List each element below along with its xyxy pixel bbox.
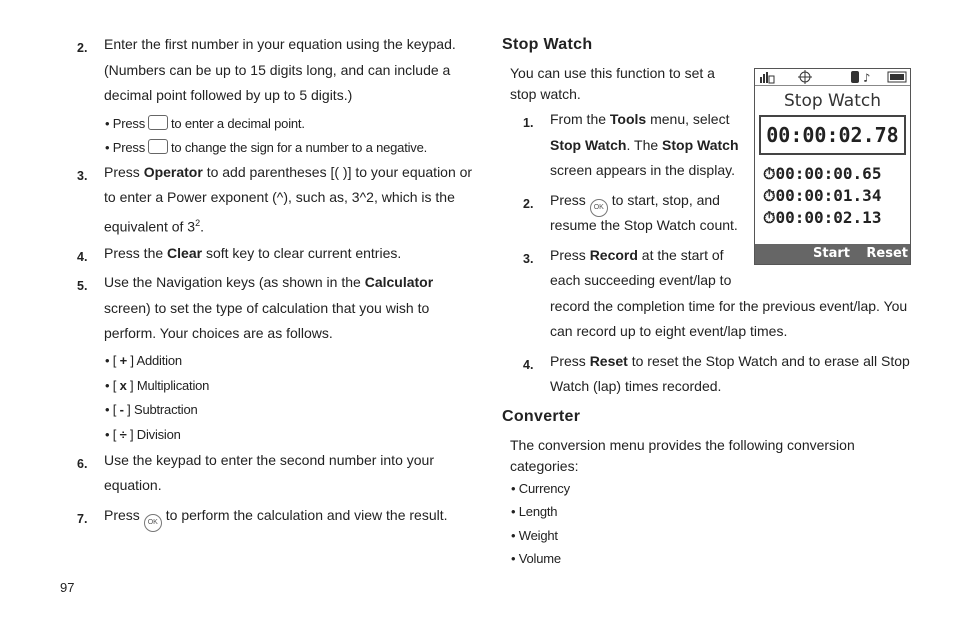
status-icons: [755, 69, 910, 85]
star-key-icon: [148, 115, 168, 130]
step-text: record the completion time for the previous event/lap. You: [550, 298, 908, 314]
step-text: to enter a Power exponent (^), such as, 3^2, which is the: [104, 189, 455, 205]
step-text: Press OK to start, stop, and: [550, 188, 720, 217]
step-text: can record up to eight event/lap times.: [550, 323, 788, 339]
stopwatch-icon: ⏱: [763, 164, 776, 183]
step-number: 7.: [77, 512, 88, 526]
softkey-reset[interactable]: Reset: [866, 246, 908, 261]
op-multiplication: • [ x ] Multiplication: [105, 378, 210, 393]
step-number: 4.: [77, 250, 88, 264]
step-text: decimal point followed by up to 5 digits.): [104, 87, 353, 103]
step-number: 2.: [77, 41, 88, 55]
intro-text: stop watch.: [510, 86, 581, 102]
converter-category: • Currency: [511, 481, 570, 496]
step-text: equivalent of $3^2$.: [104, 218, 204, 235]
bluetooth-icon: [851, 71, 859, 83]
ok-key-icon: OK: [590, 199, 608, 217]
battery-icon: [888, 72, 906, 82]
intro-text: The conversion menu provides the following conversion: [510, 437, 855, 453]
step-text: Press OK to perform the calculation and view the result.: [104, 503, 448, 532]
intro-text: categories:: [510, 458, 579, 474]
op-subtraction: • [ - ] Subtraction: [105, 402, 198, 417]
op-addition: • [ + ] Addition: [105, 353, 182, 368]
pound-key-icon: [148, 139, 168, 154]
step-number: 4.: [523, 358, 534, 372]
step-text: Use the keypad to enter the second number into your: [104, 452, 434, 468]
stop-watch-heading: Stop Watch: [502, 36, 593, 53]
step-text: screen appears in the display.: [550, 162, 735, 178]
step-text: each succeeding event/lap to: [550, 272, 732, 288]
svg-text:♪: ♪: [863, 71, 871, 85]
softkey-bar: [755, 244, 910, 264]
step-text: Press Reset to reset the Stop Watch and to erase all Stop: [550, 353, 910, 369]
step-text: Press Operator to add parentheses [( )] to your equation or: [104, 164, 473, 180]
step-number: 5.: [77, 279, 88, 293]
status-bar: [755, 69, 910, 86]
step-number: 3.: [523, 252, 534, 266]
signal-icon: [760, 72, 774, 83]
step-number: 2.: [523, 197, 534, 211]
converter-heading: Converter: [502, 408, 581, 425]
step-text: Press the Clear soft key to clear current entries.: [104, 245, 402, 261]
lap-time: ⏱00:00:00.65: [763, 164, 882, 183]
intro-text: You can use this function to set a: [510, 65, 715, 81]
page-number: 97: [60, 580, 75, 595]
step-number: 3.: [77, 169, 88, 183]
step-number: 6.: [77, 457, 88, 471]
bullet-sign: • Press to change the sign for a number to a negative.: [105, 140, 428, 155]
converter-category: • Volume: [511, 551, 561, 566]
lap-time: ⏱00:00:01.34: [763, 186, 882, 205]
main-timer: 00:00:02.78: [759, 115, 906, 155]
step-text: (Numbers can be up to 15 digits long, and can include a: [104, 62, 451, 78]
stop-watch-screenshot: [754, 68, 911, 265]
lap-time: ⏱00:00:02.13: [763, 208, 882, 227]
step-text: Press Record at the start of: [550, 247, 724, 263]
ok-key-icon: OK: [144, 514, 162, 532]
bullet-decimal: • Press to enter a decimal point.: [105, 116, 305, 131]
step-text: Stop Watch. The Stop Watch: [550, 137, 739, 153]
step-text: Use the Navigation keys (as shown in the Calculator: [104, 274, 434, 290]
op-division: • [ ÷ ] Division: [105, 427, 181, 442]
step-text: screen) to set the type of calculation that you wish to: [104, 300, 430, 316]
step-text: Enter the first number in your equation using the keypad.: [104, 36, 456, 52]
music-icon: [863, 71, 870, 85]
step-text: perform. Your choices are as follows.: [104, 325, 333, 341]
step-text: resume the Stop Watch count.: [550, 217, 738, 233]
converter-category: • Length: [511, 504, 558, 519]
converter-category: • Weight: [511, 528, 558, 543]
step-text: From the Tools menu, select: [550, 111, 730, 127]
softkey-start[interactable]: Start: [813, 246, 850, 261]
stopwatch-icon: ⏱: [763, 208, 776, 227]
step-text: equation.: [104, 477, 162, 493]
step-text: Watch (lap) times recorded.: [550, 378, 722, 394]
stopwatch-icon: ⏱: [763, 186, 776, 205]
location-icon: [798, 70, 812, 84]
screen-title: Stop Watch: [784, 91, 881, 111]
step-number: 1.: [523, 116, 534, 130]
